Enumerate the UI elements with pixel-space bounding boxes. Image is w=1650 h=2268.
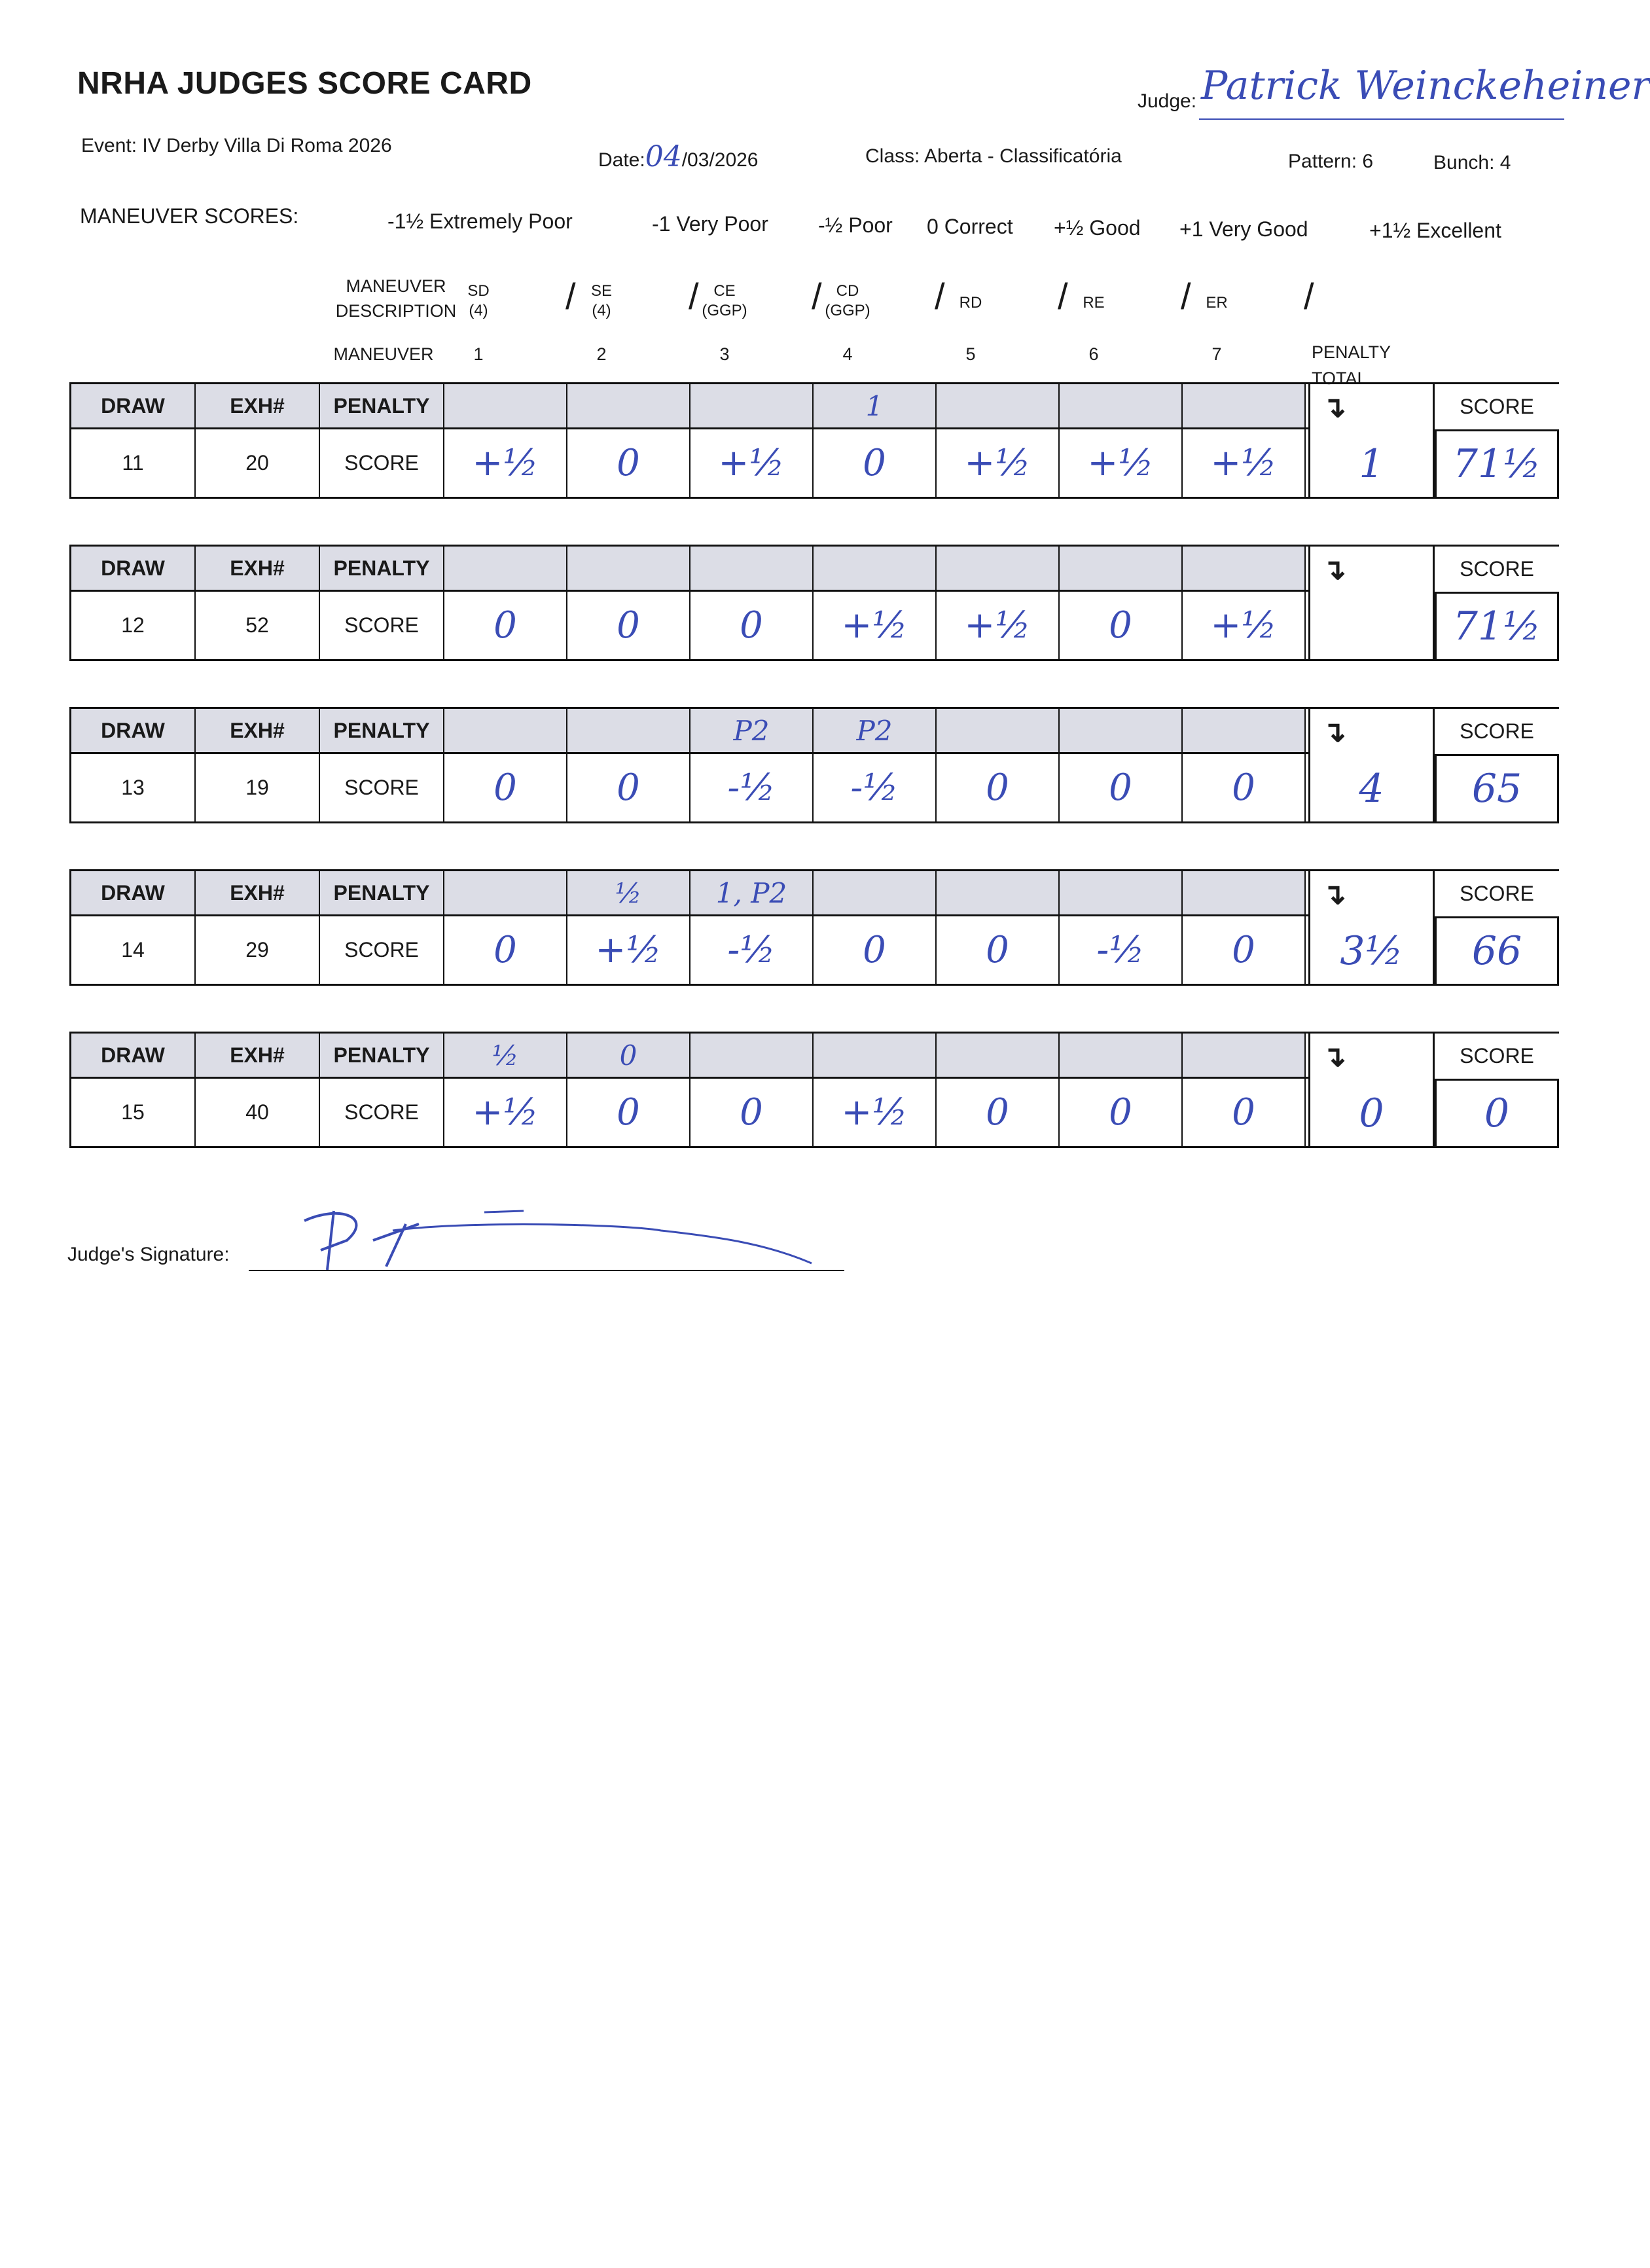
maneuver-code-4 <box>812 281 884 321</box>
penalty-cell-4 <box>814 1034 937 1077</box>
date-label <box>598 140 759 173</box>
maneuver-score-1 <box>444 1079 567 1146</box>
draw-header <box>71 871 196 914</box>
maneuver-score-4 <box>814 1079 937 1146</box>
maneuver-number-4: 4 <box>842 344 853 364</box>
maneuver-description-line1: MANEUVER <box>346 276 446 296</box>
maneuver-separator: / <box>689 276 699 317</box>
exh-value-text: 29 <box>245 938 269 962</box>
score-row-label <box>320 1079 444 1146</box>
maneuver-number-1: 1 <box>473 344 484 364</box>
maneuver-score-5 <box>937 429 1060 497</box>
maneuver-number-label: MANEUVER <box>333 344 434 364</box>
maneuver-score-3-text: 0 <box>740 604 763 647</box>
final-score-label: SCORE <box>1435 382 1559 429</box>
penalty-row <box>69 869 1310 916</box>
maneuver-score-7-text: 0 <box>1232 766 1255 809</box>
penalty-cell-3-text: 1, P2 <box>715 876 787 909</box>
exh-value-text: 19 <box>245 776 269 799</box>
maneuver-code-2 <box>565 281 637 321</box>
penalty-header-text: PENALTY <box>333 880 430 905</box>
maneuver-code-sub: (GGP) <box>825 302 870 319</box>
maneuver-score-3-text: +½ <box>718 442 785 484</box>
draw-header <box>71 547 196 590</box>
exh-value-text: 52 <box>245 613 269 637</box>
maneuver-score-6 <box>1060 429 1183 497</box>
penalty-total-value <box>1310 594 1433 659</box>
penalty-cell-1 <box>444 1034 567 1077</box>
maneuver-score-6 <box>1060 916 1183 984</box>
maneuver-code-text: ER <box>1206 294 1228 312</box>
draw-header-text: DRAW <box>101 556 165 580</box>
maneuver-separator: / <box>1181 276 1191 317</box>
maneuver-code-7 <box>1181 293 1253 313</box>
maneuver-score-5 <box>937 916 1060 984</box>
penalty-row <box>69 545 1310 592</box>
maneuver-score-7-text: +½ <box>1210 604 1277 647</box>
exh-value <box>196 592 320 659</box>
scale-excellent: +1½ Excellent <box>1369 219 1501 242</box>
maneuver-code-3 <box>689 281 761 321</box>
maneuver-score-6-text: 0 <box>1109 604 1132 647</box>
score-table-draw-13 <box>69 707 1559 835</box>
maneuver-code-sub: (4) <box>469 302 488 319</box>
penalty-cell-5 <box>937 547 1060 590</box>
draw-value-text: 14 <box>121 938 145 962</box>
penalty-header-text: PENALTY <box>333 556 430 580</box>
draw-value <box>71 916 196 984</box>
penalty-row <box>69 707 1310 754</box>
arrow-down-icon: ↴ <box>1322 716 1346 748</box>
judge-label: Judge: <box>1138 90 1197 112</box>
maneuver-score-7 <box>1183 592 1306 659</box>
penalty-cell-4 <box>814 547 937 590</box>
maneuver-score-7 <box>1183 916 1306 984</box>
penalty-cell-2-text: 0 <box>619 1039 637 1071</box>
exh-header-text: EXH# <box>230 393 285 418</box>
maneuver-number-7: 7 <box>1211 344 1222 364</box>
penalty-header <box>320 1034 444 1077</box>
maneuver-score-3-text: -½ <box>727 929 776 971</box>
maneuver-score-4-text: +½ <box>841 1091 908 1134</box>
penalty-cell-2 <box>567 709 690 752</box>
maneuver-score-1 <box>444 429 567 497</box>
maneuver-score-7 <box>1183 429 1306 497</box>
maneuver-score-4 <box>814 429 937 497</box>
score-row-label <box>320 592 444 659</box>
maneuver-score-5-text: +½ <box>964 442 1031 484</box>
draw-value-text: 15 <box>121 1100 145 1124</box>
class-label: Class: Aberta - Classificatória <box>865 145 1122 167</box>
maneuver-score-3 <box>690 754 814 821</box>
draw-value-text: 13 <box>121 776 145 799</box>
maneuver-separator: / <box>1058 276 1068 317</box>
penalty-cell-1 <box>444 709 567 752</box>
final-score-value: 71½ <box>1435 429 1559 499</box>
penalty-header-text: PENALTY <box>333 718 430 742</box>
score-table-draw-12 <box>69 545 1559 673</box>
exh-header-text: EXH# <box>230 880 285 905</box>
penalty-cell-2 <box>567 1034 690 1077</box>
penalty-cell-6 <box>1060 709 1183 752</box>
penalty-total-value: 1 <box>1359 441 1384 487</box>
maneuver-score-2-text: 0 <box>617 766 640 809</box>
maneuver-score-3 <box>690 1079 814 1146</box>
penalty-cell-4-text: 1 <box>865 389 884 422</box>
arrow-down-icon: ↴ <box>1322 554 1346 586</box>
draw-header-text: DRAW <box>101 880 165 905</box>
maneuver-score-6-text: -½ <box>1096 929 1145 971</box>
score-row <box>69 429 1310 499</box>
penalty-cell-1-text: ½ <box>492 1039 519 1071</box>
maneuver-score-5-text: +½ <box>964 604 1031 647</box>
penalty-row <box>69 1032 1310 1079</box>
judge-name-handwritten: Patrick Weinckeheiner <box>1201 63 1650 109</box>
score-row-label-text: SCORE <box>344 451 419 475</box>
draw-value <box>71 1079 196 1146</box>
exh-value <box>196 916 320 984</box>
scale-correct: 0 Correct <box>927 215 1013 238</box>
penalty-cell-5 <box>937 1034 1060 1077</box>
penalty-row <box>69 382 1310 429</box>
exh-value <box>196 429 320 497</box>
maneuver-separator: / <box>935 276 945 317</box>
penalty-cell-3 <box>690 547 814 590</box>
final-score-value: 0 <box>1435 1079 1559 1148</box>
maneuver-separator: / <box>1304 276 1314 317</box>
maneuver-code-text: CD <box>836 282 859 300</box>
penalty-cell-4-text: P2 <box>856 714 893 747</box>
maneuver-score-5-text: 0 <box>986 1091 1009 1134</box>
penalty-total-box <box>1310 707 1435 823</box>
final-score-value: 71½ <box>1435 592 1559 661</box>
penalty-cell-4 <box>814 709 937 752</box>
final-score-label: SCORE <box>1435 1032 1559 1079</box>
maneuver-number-2: 2 <box>596 344 607 364</box>
penalty-total-box <box>1310 545 1435 661</box>
penalty-cell-3 <box>690 384 814 427</box>
maneuver-score-7 <box>1183 754 1306 821</box>
judge-name-line <box>1199 118 1564 120</box>
draw-header-text: DRAW <box>101 393 165 418</box>
penalty-cell-1 <box>444 547 567 590</box>
maneuver-score-1-text: +½ <box>472 442 539 484</box>
signature-label: Judge's Signature: <box>67 1244 230 1265</box>
penalty-cell-3 <box>690 709 814 752</box>
draw-header <box>71 384 196 427</box>
maneuver-score-4-text: 0 <box>863 929 886 971</box>
maneuver-score-2-text: +½ <box>595 929 662 971</box>
exh-header-text: EXH# <box>230 718 285 742</box>
penalty-cell-2 <box>567 871 690 914</box>
maneuver-separator: / <box>812 276 822 317</box>
penalty-cell-7 <box>1183 871 1306 914</box>
draw-header-text: DRAW <box>101 718 165 742</box>
final-score-value: 66 <box>1435 916 1559 986</box>
maneuver-number-3: 3 <box>719 344 730 364</box>
penalty-cell-7 <box>1183 1034 1306 1077</box>
penalty-cell-6 <box>1060 384 1183 427</box>
judge-signature <box>295 1204 851 1276</box>
maneuver-score-6-text: 0 <box>1109 1091 1132 1134</box>
penalty-total-value: 0 <box>1359 1090 1384 1136</box>
page-title: NRHA JUDGES SCORE CARD <box>77 66 532 101</box>
exh-value-text: 40 <box>245 1100 269 1124</box>
maneuver-score-7 <box>1183 1079 1306 1146</box>
maneuver-code-1 <box>442 281 514 321</box>
penalty-total-value: 3½ <box>1340 928 1403 974</box>
maneuver-score-4 <box>814 592 937 659</box>
penalty-cell-1 <box>444 871 567 914</box>
penalty-cell-2 <box>567 384 690 427</box>
maneuver-score-1 <box>444 916 567 984</box>
maneuver-score-5-text: 0 <box>986 766 1009 809</box>
maneuver-score-2-text: 0 <box>617 442 640 484</box>
score-row-label-text: SCORE <box>344 613 419 637</box>
score-table-draw-11 <box>69 382 1559 511</box>
penalty-header-text: PENALTY <box>333 393 430 418</box>
score-row <box>69 916 1310 986</box>
penalty-total-box <box>1310 869 1435 986</box>
score-table-draw-15 <box>69 1032 1559 1160</box>
maneuver-code-text: RE <box>1083 294 1105 312</box>
maneuver-score-4 <box>814 754 937 821</box>
exh-header <box>196 384 320 427</box>
score-row <box>69 592 1310 661</box>
penalty-cell-1 <box>444 384 567 427</box>
penalty-total-line2: TOTAL <box>1312 369 1367 388</box>
penalty-cell-4 <box>814 871 937 914</box>
maneuver-code-text: SE <box>590 282 612 300</box>
date-day-handwritten: 04 <box>645 140 682 173</box>
score-row-label-text: SCORE <box>344 776 419 799</box>
maneuver-score-7-text: 0 <box>1232 1091 1255 1134</box>
score-row-label <box>320 754 444 821</box>
draw-header <box>71 1034 196 1077</box>
scale-good: +½ Good <box>1054 216 1141 240</box>
maneuver-code-text: SD <box>467 282 490 300</box>
maneuver-score-6-text: +½ <box>1087 442 1154 484</box>
scale-very-good: +1 Very Good <box>1179 217 1308 241</box>
draw-value <box>71 754 196 821</box>
penalty-cell-7 <box>1183 709 1306 752</box>
arrow-down-icon: ↴ <box>1322 1041 1346 1073</box>
date-month-year: /03/2026 <box>681 149 759 171</box>
maneuver-score-6-text: 0 <box>1109 766 1132 809</box>
penalty-total-value: 4 <box>1359 766 1384 812</box>
maneuver-score-6 <box>1060 1079 1183 1146</box>
maneuver-code-sub: (GGP) <box>702 302 747 319</box>
scale-extremely-poor: -1½ Extremely Poor <box>387 209 573 233</box>
penalty-header <box>320 871 444 914</box>
maneuver-score-2 <box>567 592 690 659</box>
maneuver-score-2 <box>567 429 690 497</box>
scale-very-poor: -1 Very Poor <box>652 212 768 236</box>
maneuver-score-5 <box>937 592 1060 659</box>
maneuver-score-1-text: 0 <box>493 766 517 809</box>
maneuver-score-4-text: -½ <box>850 766 899 809</box>
draw-value-text: 12 <box>121 613 145 637</box>
maneuver-score-1-text: +½ <box>472 1091 539 1134</box>
maneuver-number-6: 6 <box>1088 344 1099 364</box>
maneuver-score-1-text: 0 <box>493 929 517 971</box>
exh-header <box>196 547 320 590</box>
maneuver-separator: / <box>565 276 576 317</box>
exh-value <box>196 1079 320 1146</box>
maneuver-scores-label: MANEUVER SCORES: <box>80 204 299 228</box>
arrow-down-icon: ↴ <box>1322 391 1346 423</box>
penalty-cell-5 <box>937 871 1060 914</box>
exh-header <box>196 871 320 914</box>
maneuver-score-7-text: +½ <box>1210 442 1277 484</box>
scale-poor: -½ Poor <box>818 213 893 237</box>
draw-value <box>71 429 196 497</box>
maneuver-code-sub: (4) <box>592 302 611 319</box>
maneuver-score-5-text: 0 <box>986 929 1009 971</box>
exh-value <box>196 754 320 821</box>
score-row <box>69 754 1310 823</box>
maneuver-description-label <box>334 274 458 323</box>
maneuver-score-1-text: 0 <box>493 604 517 647</box>
score-row-label <box>320 429 444 497</box>
maneuver-code-text: CE <box>713 282 736 300</box>
maneuver-score-7-text: 0 <box>1232 929 1255 971</box>
final-score-label: SCORE <box>1435 545 1559 592</box>
score-row <box>69 1079 1310 1148</box>
maneuver-code-5 <box>935 293 1007 313</box>
exh-header-text: EXH# <box>230 556 285 580</box>
penalty-cell-2 <box>567 547 690 590</box>
maneuver-score-5 <box>937 1079 1060 1146</box>
score-row-label-text: SCORE <box>344 938 419 962</box>
penalty-cell-6 <box>1060 871 1183 914</box>
maneuver-score-3 <box>690 592 814 659</box>
final-score-label: SCORE <box>1435 869 1559 916</box>
maneuver-number-5: 5 <box>965 344 976 364</box>
maneuver-score-1 <box>444 754 567 821</box>
penalty-header-text: PENALTY <box>333 1043 430 1067</box>
maneuver-score-2 <box>567 754 690 821</box>
maneuver-score-2-text: 0 <box>617 604 640 647</box>
draw-value <box>71 592 196 659</box>
date-label-text: Date: <box>598 149 645 171</box>
exh-header <box>196 1034 320 1077</box>
penalty-header <box>320 547 444 590</box>
penalty-total-box <box>1310 382 1435 499</box>
penalty-cell-6 <box>1060 547 1183 590</box>
maneuver-score-6 <box>1060 754 1183 821</box>
maneuver-score-3 <box>690 916 814 984</box>
maneuver-score-2-text: 0 <box>617 1091 640 1134</box>
penalty-total-box <box>1310 1032 1435 1148</box>
maneuver-score-2 <box>567 916 690 984</box>
exh-header <box>196 709 320 752</box>
arrow-down-icon: ↴ <box>1322 878 1346 910</box>
score-row-label-text: SCORE <box>344 1100 419 1124</box>
exh-value-text: 20 <box>245 451 269 475</box>
maneuver-score-3-text: -½ <box>727 766 776 809</box>
maneuver-code-text: RD <box>959 294 982 312</box>
maneuver-code-6 <box>1058 293 1130 313</box>
penalty-total-line1: PENALTY <box>1312 342 1391 362</box>
score-table-draw-14 <box>69 869 1559 998</box>
draw-header <box>71 709 196 752</box>
score-row-label <box>320 916 444 984</box>
event-label: Event: IV Derby Villa Di Roma 2026 <box>81 135 392 156</box>
penalty-header <box>320 384 444 427</box>
penalty-cell-3-text: P2 <box>733 714 770 747</box>
exh-header-text: EXH# <box>230 1043 285 1067</box>
penalty-cell-2-text: ½ <box>615 876 642 909</box>
penalty-header <box>320 709 444 752</box>
draw-value-text: 11 <box>122 451 144 475</box>
maneuver-score-2 <box>567 1079 690 1146</box>
maneuver-description-line2: DESCRIPTION <box>335 301 457 321</box>
maneuver-score-6 <box>1060 592 1183 659</box>
penalty-cell-7 <box>1183 547 1306 590</box>
penalty-cell-5 <box>937 384 1060 427</box>
maneuver-score-1 <box>444 592 567 659</box>
pattern-label: Pattern: 6 <box>1288 151 1374 172</box>
penalty-cell-3 <box>690 871 814 914</box>
bunch-label: Bunch: 4 <box>1433 152 1511 173</box>
final-score-label: SCORE <box>1435 707 1559 754</box>
final-score-value: 65 <box>1435 754 1559 823</box>
maneuver-score-3 <box>690 429 814 497</box>
maneuver-score-5 <box>937 754 1060 821</box>
penalty-cell-3 <box>690 1034 814 1077</box>
penalty-cell-5 <box>937 709 1060 752</box>
penalty-cell-7 <box>1183 384 1306 427</box>
draw-header-text: DRAW <box>101 1043 165 1067</box>
penalty-cell-6 <box>1060 1034 1183 1077</box>
maneuver-score-4-text: +½ <box>841 604 908 647</box>
maneuver-score-3-text: 0 <box>740 1091 763 1134</box>
maneuver-score-4-text: 0 <box>863 442 886 484</box>
maneuver-score-4 <box>814 916 937 984</box>
penalty-cell-4 <box>814 384 937 427</box>
